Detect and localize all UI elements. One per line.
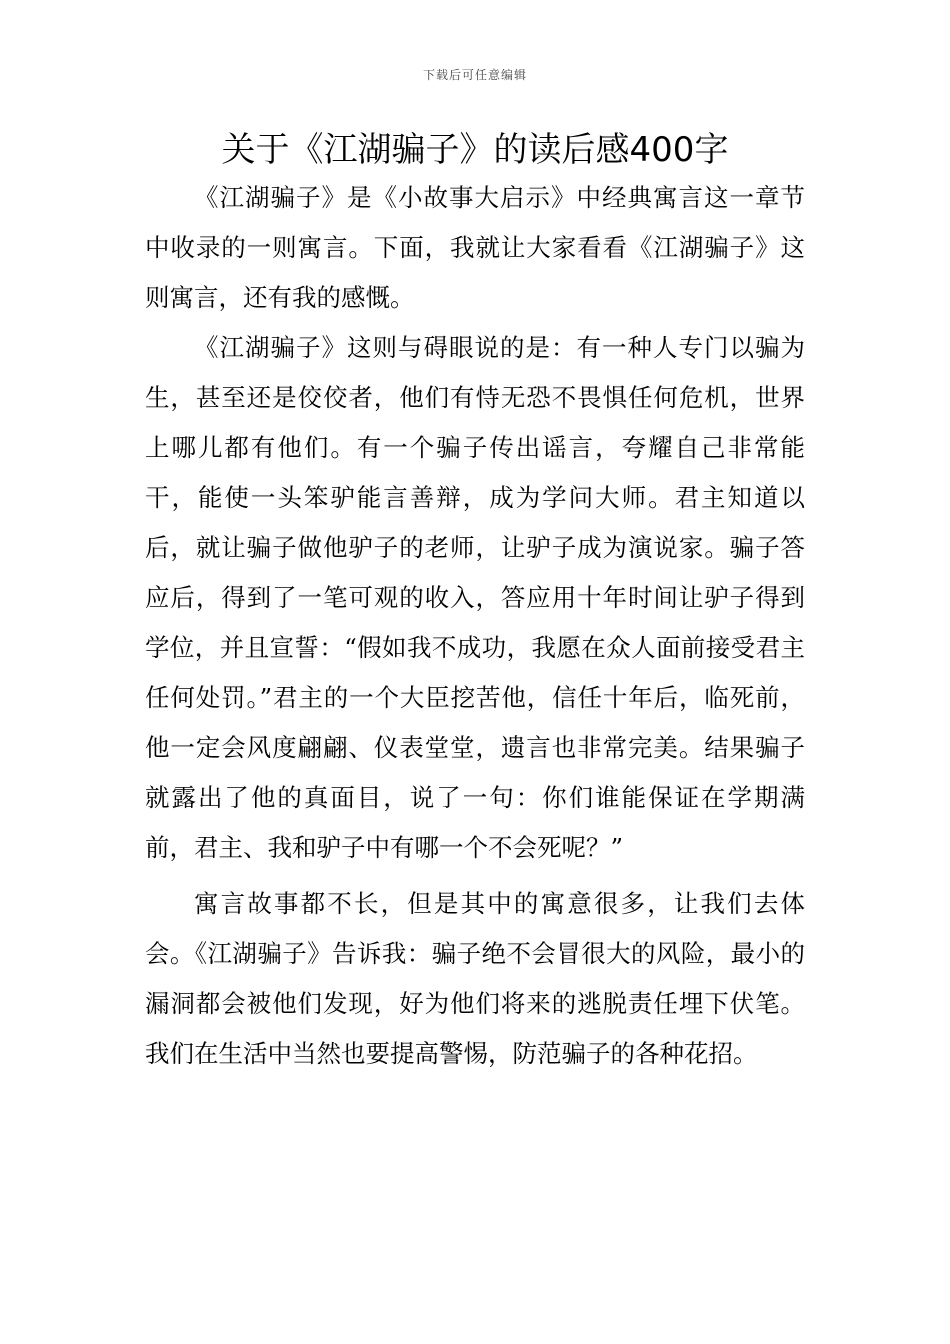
page-title: 关于《江湖骗子》的读后感400字 <box>221 130 729 170</box>
document-body <box>145 173 805 1079</box>
paragraph-2: 《江湖骗子》这则与碍眼说的是：有一种人专门以骗为生，甚至还是佼佼者，他们有恃无恐不畏惧任何危机，世界上哪儿都有他们。有一个骗子传出谣言，夸耀自己非常能干，能使一头笨驴能言善辩，成为学问大师。君主知道以后，就让骗子做他驴子的老师，让驴子成为演说家。骗子答应后，得到了一笔可观的收入，答应用十年时间让驴子得到学位，并且宣誓：“假如我不成功，我愿在众人面前接受君主任何处罚。”君主的一个大臣挖苦他，信任十年后，临死前，他一定会风度翩翩、仪表堂堂，遗言也非常完美。结果骗子就露出了他的真面目，说了一句：你们谁能保证在学期满前，君主、我和驴子中有哪一个不会死呢？” <box>145 333 805 862</box>
header-note: 下载后可任意编辑 <box>422 68 527 82</box>
paragraph-1: 《江湖骗子》是《小故事大启示》中经典寓言这一章节中收录的一则寓言。下面，我就让大家看看《江湖骗子》这则寓言，还有我的感慨。 <box>145 183 805 312</box>
paragraph-3: 寓言故事都不长，但是其中的寓意很多，让我们去体会。《江湖骗子》告诉我：骗子绝不会冒很大的风险，最小的漏洞都会被他们发现，好为他们将来的逃脱责任埋下伏笔。我们在生活中当然也要提高警惕，防范骗子的各种花招。 <box>145 889 805 1068</box>
